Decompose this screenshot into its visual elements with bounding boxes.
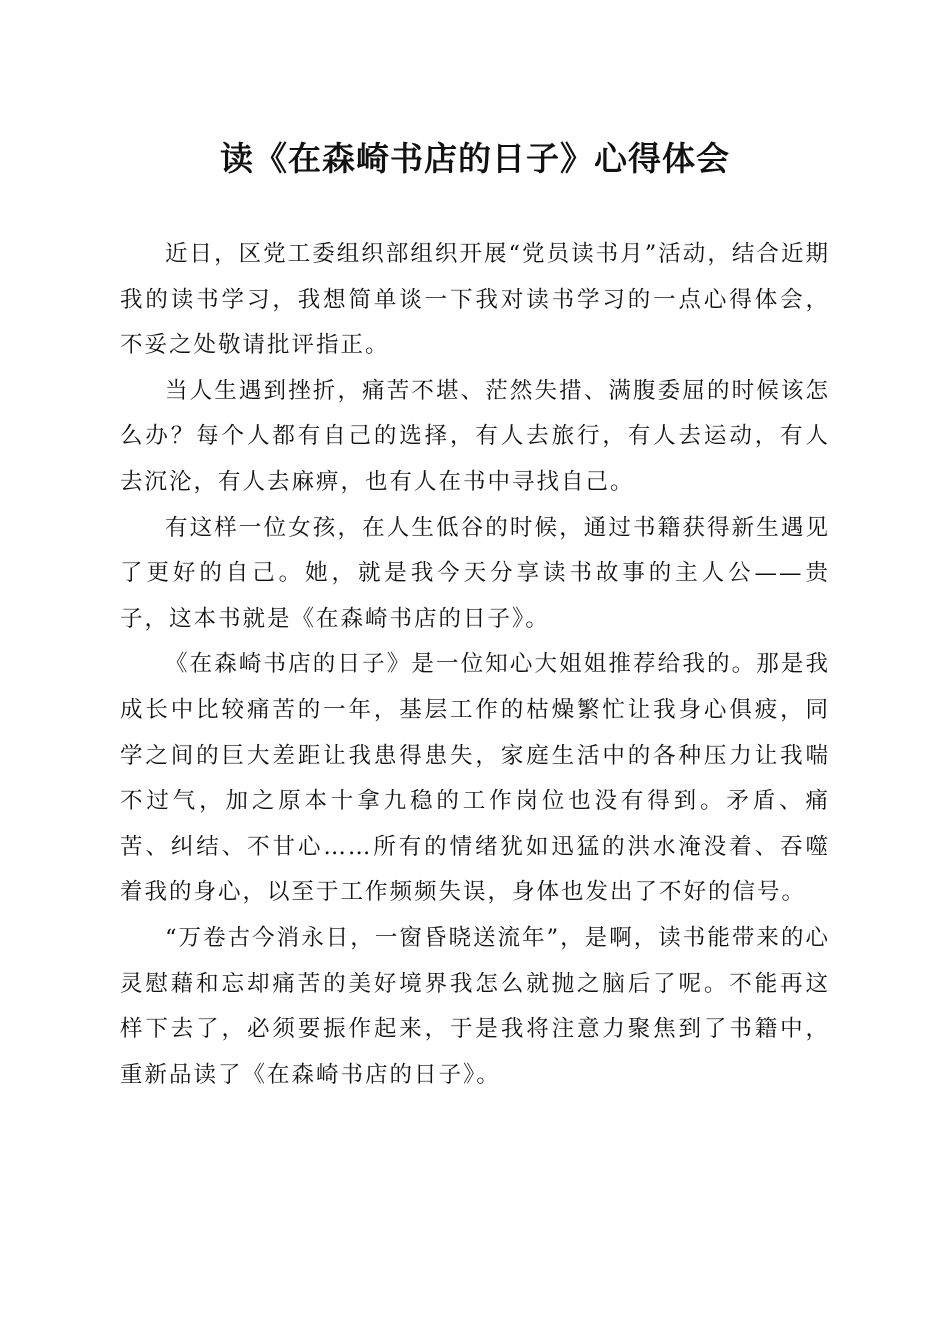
paragraph: “万卷古今消永日，一窗昏晓送流年”，是啊，读书能带来的心灵慰藉和忘却痛苦的美好境界我怎么就抛之脑后了呢。不能再这样下去了，必须要振作起来，于是我将注意力聚焦到了书籍中，重新品读了《在森崎书店的日子》。 [120, 924, 830, 1088]
document-title: 读《在森崎书店的日子》心得体会 [220, 139, 730, 178]
document-body [120, 232, 830, 1098]
paragraph: 近日，区党工委组织部组织开展“党员读书月”活动，结合近期我的读书学习，我想简单谈一下我对读书学习的一点心得体会，不妥之处敬请批评指正。 [120, 241, 830, 359]
paragraph: 当人生遇到挫折，痛苦不堪、茫然失措、满腹委屈的时候该怎么办？每个人都有自己的选择，有人去旅行，有人去运动，有人去沉沦，有人去麻痹，也有人在书中寻找自己。 [120, 377, 830, 495]
paragraph: 《在森崎书店的日子》是一位知心大姐姐推荐给我的。那是我成长中比较痛苦的一年，基层工作的枯燥繁忙让我身心俱疲，同学之间的巨大差距让我患得患失，家庭生活中的各种压力让我喘不过气，加之原本十拿九稳的工作岗位也没有得到。矛盾、痛苦、纠结、不甘心……所有的情绪犹如迅猛的洪水淹没着、吞噬着我的身心，以至于工作频频失误，身体也发出了不好的信号。 [120, 651, 830, 906]
paragraph: 有这样一位女孩，在人生低谷的时候，通过书籍获得新生遇见了更好的自己。她，就是我今天分享读书故事的主人公——贵子，这本书就是《在森崎书店的日子》。 [120, 514, 830, 632]
